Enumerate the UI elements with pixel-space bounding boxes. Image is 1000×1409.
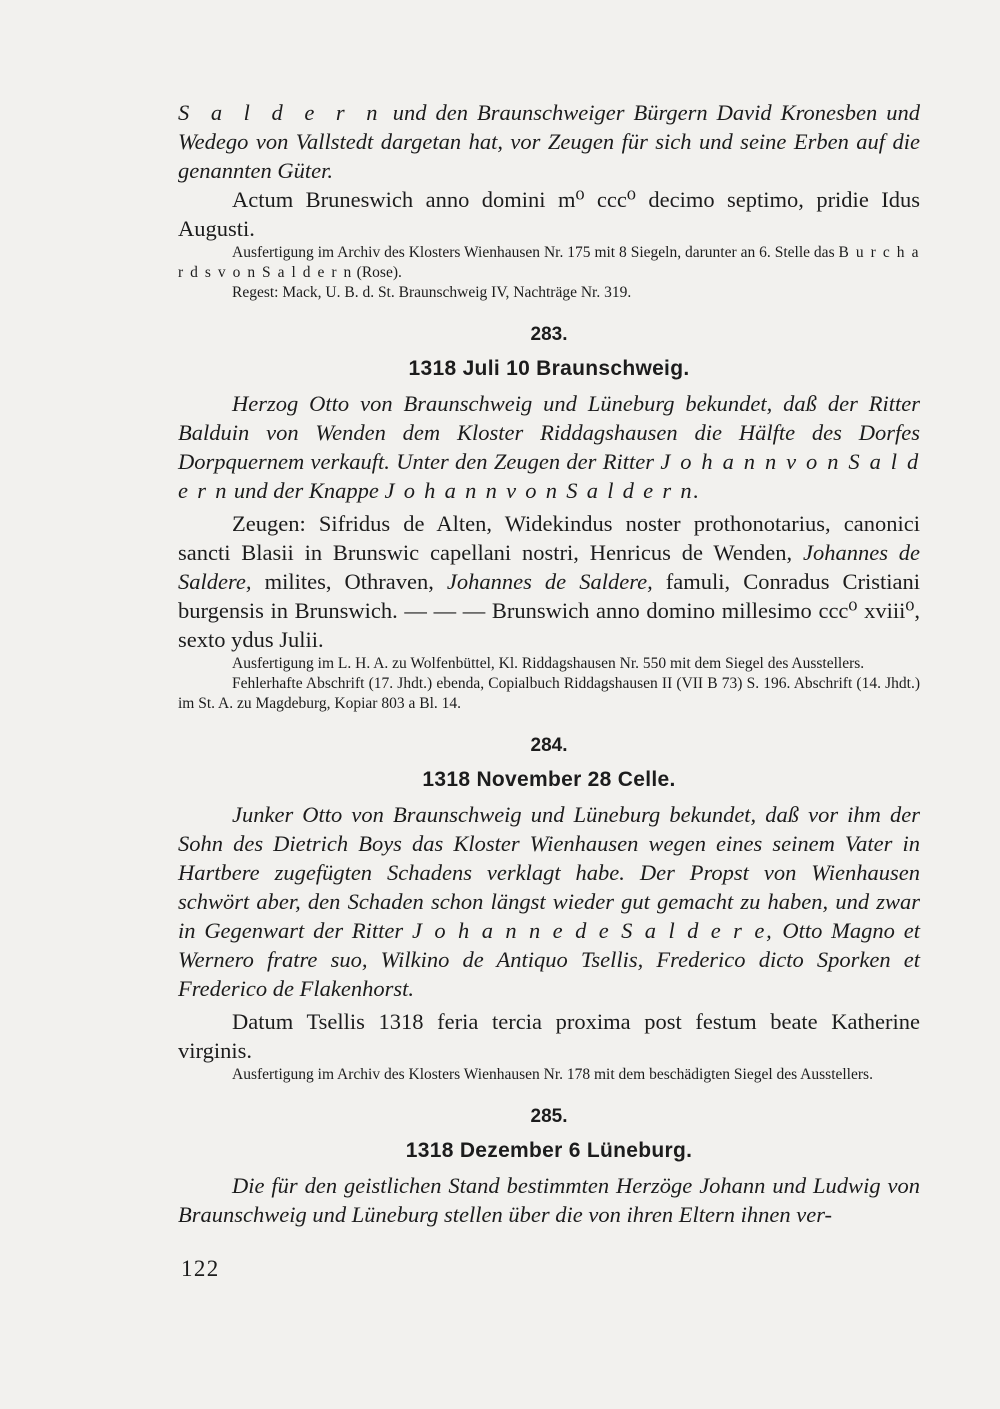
person-name: J o h a n n v o n S a l d e r n. — [384, 478, 701, 503]
note-text: (Rose). — [352, 264, 402, 281]
intro-summary — [178, 98, 920, 185]
page-number: 122 — [181, 1256, 220, 1281]
person-name: J o h a n n v o n S a l d e r n — [178, 449, 920, 503]
document-heading-283: 1318 Juli 10 Braunschweig. — [408, 357, 690, 380]
person-name: Johannes de Saldere, — [178, 540, 920, 594]
summary-text: Junker Otto von Braunschweig und Lüneburg bekundet, daß vor ihm der Sohn des Dietrich Boys das Kloster Wienhausen wegen eines seinem Vater in Hartbere zugefügten Schadens verklagt habe. Der Propst von Wienhausen schwört aber, den Schaden schon längst wieder gut gemacht zu haben, und zwar in Gegenwart der Ritter — [178, 802, 920, 943]
text-283 — [178, 509, 920, 654]
latin-text: milites, Othraven, — [251, 569, 447, 594]
summary-283 — [178, 389, 920, 505]
document-heading-285: 1318 Dezember 6 Lüneburg. — [405, 1139, 693, 1162]
person-name: J o h a n n e d e S a l d e r e, — [411, 918, 774, 943]
summary-text: Herzog Otto von Braunschweig und Lüneburg bekundet, daß der Ritter Balduin von Wenden dem Kloster Riddagshausen die Hälfte des Dorfes Dorpquernem verkauft. Unter den Zeugen der Ritter — [178, 391, 920, 474]
document-number-284: 284. — [530, 735, 568, 756]
note-283-2: Fehlerhafte Abschrift (17. Jhdt.) ebenda, Copialbuch Riddagshausen II (VII B 73) S. 196. Abschrift (14. Jhdt.) im St. A. zu Magdeburg, Kopiar 803 a Bl. 14. — [178, 675, 920, 712]
summary-text: und den Braunschweiger Bürgern David Kronesben und Wedego von Vallstedt dargetan hat, vor Zeugen für sich und seine Erben auf die genannten Güter. — [178, 100, 920, 183]
summary-text: und der Knappe — [228, 478, 385, 503]
document-heading-284: 1318 November 28 Celle. — [422, 768, 676, 791]
person-name: S a l d e r n — [178, 100, 384, 125]
person-name: Johannes de Saldere, — [446, 569, 653, 594]
latin-text: Zeugen: Sifridus de Alten, Widekindus noster prothonotarius, canonici sancti Blasii in Brunswic capellani nostri, Henricus de Wenden, — [178, 511, 920, 565]
text-284: Datum Tsellis 1318 feria tercia proxima post festum beate Katherine virginis. — [178, 1009, 920, 1063]
document-number-285: 285. — [530, 1106, 568, 1127]
latin-text: famuli, Conradus Cristiani burgensis in Brunswich. — — — Brunswich anno domino millesimo ccc⁰ xviii⁰, sexto ydus Julii. — [178, 569, 920, 652]
intro-note-2: Regest: Mack, U. B. d. St. Braunschweig IV, Nachträge Nr. 319. — [232, 284, 632, 301]
intro-note-1 — [178, 243, 920, 283]
note-284: Ausfertigung im Archiv des Klosters Wienhausen Nr. 178 mit dem beschädigten Siegel des Ausstellers. — [232, 1066, 873, 1083]
note-text: Ausfertigung im Archiv des Klosters Wienhausen Nr. 175 mit 8 Siegeln, darunter an 6. Stelle das — [232, 244, 839, 261]
summary-text: Otto Magno et Wernero fratre suo, Wilkino de Antiquo Tsellis, Frederico dicto Sporken et Frederico de Flakenhorst. — [178, 918, 920, 1001]
note-283-1: Ausfertigung im L. H. A. zu Wolfenbüttel, Kl. Riddagshausen Nr. 550 mit dem Siegel des Ausstellers. — [232, 655, 865, 672]
summary-284 — [178, 800, 920, 1003]
document-number-283: 283. — [530, 324, 568, 345]
person-name: B u r c h a r d s v o n S a l d e r n — [178, 244, 920, 281]
intro-actum: Actum Bruneswich anno domini m⁰ ccc⁰ decimo septimo, pridie Idus Augusti. — [178, 187, 920, 241]
summary-285: Die für den geistlichen Stand bestimmten Herzöge Johann und Ludwig von Braunschweig und Lüneburg stellen über die von ihren Eltern ihnen ver- — [178, 1173, 920, 1227]
page-body — [178, 98, 920, 1229]
